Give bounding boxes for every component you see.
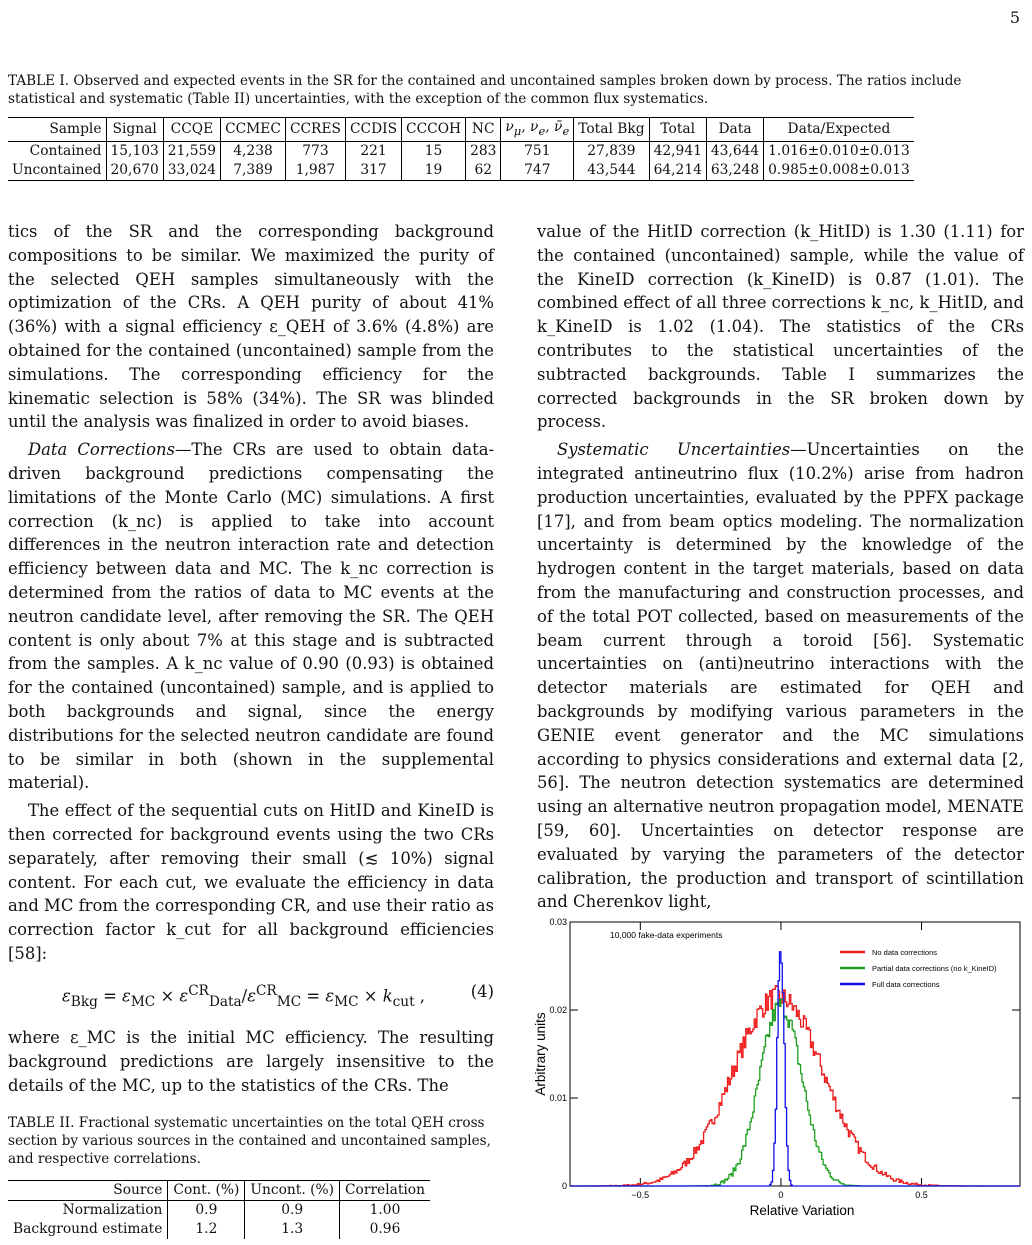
left-column [8, 220, 494, 1098]
table-cell: 283 [466, 141, 501, 161]
table-row [8, 1201, 430, 1221]
paragraph: Systematic Uncertainties—Uncertainties on the integrated antineutrino flux (10.2%) arise from hadron production uncertainties, evaluated by the PPFX package [17], and from beam optics modeling. The normalization uncertainty is determined by the knowledge of the hydrogen content in the target materials, based on data from the manufacturing and construction processes, and of the total POT collected, based on measurements of the beam current through a toroid [56]. Systematic uncertainties on (anti)neutrino interactions with the detector materials are estimated for QEH and backgrounds by modifying various parameters in the GENIE event generator and the MC simulations according to physics considerations and external data [2, 56]. The neutron detection systematics are determined using an alternative neutron propagation model, MENATE [59, 60]. Uncertainties on detector response are evaluated by varying the parameters of the detector calibration, the production and transport of scintillation and Cherenkov light, [537, 440, 1024, 912]
x-tick-label: 0 [778, 1190, 784, 1200]
table-cell: 773 [285, 141, 345, 161]
table1-header: CCDIS [345, 118, 401, 142]
table-cell: 747 [501, 161, 574, 181]
x-axis-label: Relative Variation [749, 1203, 855, 1218]
table1-header: CCQE [163, 118, 220, 142]
table-row [8, 161, 914, 181]
table1-header: Data [706, 118, 763, 142]
page-number: 5 [1009, 8, 1020, 27]
table-cell: 15,103 [106, 141, 163, 161]
table-cell: 21,559 [163, 141, 220, 161]
paragraph: Data Corrections—The CRs are used to obtain data-driven background predictions compensating the limitations of the Monte Carlo (MC) simulations. A first correction (k_nc) is applied to take into account differences in the neutron interaction rate and detection efficiency between data and MC. The k_nc correction is determined from the ratios of data to MC events at the neutron candidate level, after removing the SR. The QEH content is only about 7% at this stage and is subtracted from the samples. A k_nc value of 0.90 (0.93) is obtained for the contained (uncontained) sample, and is applied to both backgrounds and signal, since the energy distributions for the selected neutron candidate are found to be similar in both (shown in the supplemental material). [8, 440, 495, 793]
section-heading: Data Corrections [28, 440, 175, 460]
x-tick-label: −0.5 [631, 1190, 650, 1200]
table-cell: Contained [29, 142, 102, 159]
paragraph: tics of the SR and the corresponding background compositions to be similar. We maximized the purity of the selected QEH samples simultaneously with the optimization of the CRs. A QEH purity of about 41% (36%) with a signal efficiency ε_QEH of 3.6% (4.8%) are obtained for the contained (uncontained) sample from the simulations. The corresponding efficiency for the kinematic selection is 58% (34%). The SR was blinded until the analysis was finalized in order to avoid biases. [8, 222, 494, 432]
table1 [8, 117, 914, 181]
table-cell: 221 [345, 141, 401, 161]
table-cell: 33,024 [163, 161, 220, 181]
table1-header: CCMEC [221, 118, 286, 142]
table-cell: 751 [501, 141, 574, 161]
table-cell: 27,839 [574, 141, 649, 161]
table-cell: 63,248 [706, 161, 763, 181]
table1-header: Total Bkg [574, 118, 649, 142]
table2-caption: TABLE II. Fractional systematic uncertainties on the total QEH cross section by various sources in the contained and uncontained samples, and respective correlations. [8, 1115, 491, 1167]
equation [62, 980, 494, 1015]
y-axis-label: Arbitrary units [533, 1012, 548, 1096]
paragraph: value of the HitID correction (k_HitID) is 1.30 (1.11) for the contained (uncontained) sample, while the value of the KineID correction (k_KineID) is 0.87 (1.01). The combined effect of all three corrections k_nc, k_HitID, and k_KineID is 1.02 (1.04). The statistics of the CRs contributes to the statistical uncertainties of the subtracted backgrounds. Table I summarizes the corrected backgrounds in the SR broken down by process. [537, 222, 1024, 432]
table1-caption: TABLE I. Observed and expected events in the SR for the contained and uncontained samples broken down by process. The ratios include statistical and systematic (Table II) uncertainties, with the exception of the common flux systematics. [8, 73, 962, 107]
y-tick-label: 0 [561, 1181, 567, 1191]
table-cell: 0.9 [168, 1201, 245, 1221]
table-cell: 19 [402, 161, 466, 181]
legend-label: No data corrections [872, 948, 938, 957]
table-cell: Normalization [62, 1202, 163, 1218]
table-cell: 0.985±0.008±0.013 [764, 161, 914, 181]
table-cell: 43,644 [706, 141, 763, 161]
y-tick-label: 0.02 [549, 1005, 567, 1015]
table-row [8, 1220, 430, 1239]
equation-number: (4) [470, 981, 494, 1001]
table1-header: $\nu_\mu$, $\nu_e$, $\nū_e$ [501, 118, 574, 142]
paragraph: where ε_MC is the initial MC efficiency. The resulting background predictions are largely insensitive to the details of the MC, up to the statistics of the CRs. The [8, 1028, 494, 1095]
table-cell: 20,670 [106, 161, 163, 181]
series-line [570, 986, 1020, 1186]
table-cell: 43,544 [574, 161, 649, 181]
table-cell: 1,987 [285, 161, 345, 181]
table1-header: CCRES [285, 118, 345, 142]
y-tick-label: 0.03 [549, 917, 567, 927]
histogram-chart [520, 912, 1025, 1238]
table-cell: 1.016±0.010±0.013 [764, 141, 914, 161]
table-cell: Background estimate [13, 1221, 163, 1237]
legend-label: Full data corrections [872, 980, 940, 989]
table-cell: 64,214 [649, 161, 706, 181]
table-cell: 42,941 [649, 141, 706, 161]
table1-header: Signal [106, 118, 163, 142]
table1-header: NC [466, 118, 501, 142]
table1-header: Sample [8, 118, 106, 142]
section-heading: Systematic Uncertainties [557, 440, 791, 460]
table2-header: Cont. (%) [168, 1181, 245, 1201]
table-row [8, 141, 914, 161]
series-line [570, 999, 1020, 1186]
table2-header: Source [8, 1181, 168, 1201]
table-cell: 317 [345, 161, 401, 181]
table-cell: 7,389 [221, 161, 286, 181]
y-tick-label: 0.01 [549, 1093, 567, 1103]
plot-frame [570, 922, 1020, 1186]
table-cell: 1.3 [245, 1220, 340, 1239]
legend-label: Partial data corrections (no k_KineID) [872, 964, 997, 973]
table-cell: 0.96 [339, 1220, 430, 1239]
table-cell: 0.9 [245, 1201, 340, 1221]
table-cell: 4,238 [221, 141, 286, 161]
table-cell: 62 [466, 161, 501, 181]
table1-header: Total [649, 118, 706, 142]
series-line [570, 952, 1020, 1186]
table1-header: Data/Expected [764, 118, 914, 142]
table2-header-row [8, 1181, 430, 1201]
x-tick-label: 0.5 [915, 1190, 928, 1200]
table1-header: CCCOH [402, 118, 466, 142]
equation-body: $\varepsilon_{Bkg} = \varepsilon_{MC} \times \varepsilon^{CR}_{Data}/\varepsilon^{CR}_{MC} = \varepsilon_{MC} \times k_{cut}$ , [62, 982, 426, 1010]
table-cell: Uncontained [8, 161, 106, 181]
table2-header: Uncont. (%) [245, 1181, 340, 1201]
table-cell: 15 [402, 141, 466, 161]
table2 [8, 1180, 430, 1239]
table-cell: 1.00 [339, 1201, 430, 1221]
right-column [537, 220, 1024, 914]
table1-header-row [8, 118, 914, 142]
chart-annotation: 10,000 fake-data experiments [610, 930, 723, 940]
table-cell: 1.2 [168, 1220, 245, 1239]
table2-header: Correlation [339, 1181, 430, 1201]
paragraph: The effect of the sequential cuts on HitID and KineID is then corrected for background events using the two CRs separately, after removing their small (≲ 10%) signal content. For each cut, we evaluate the efficiency in data and MC from the corresponding CR, and use their ratio as correction factor k_cut for all background efficiencies [58]: [8, 801, 494, 963]
